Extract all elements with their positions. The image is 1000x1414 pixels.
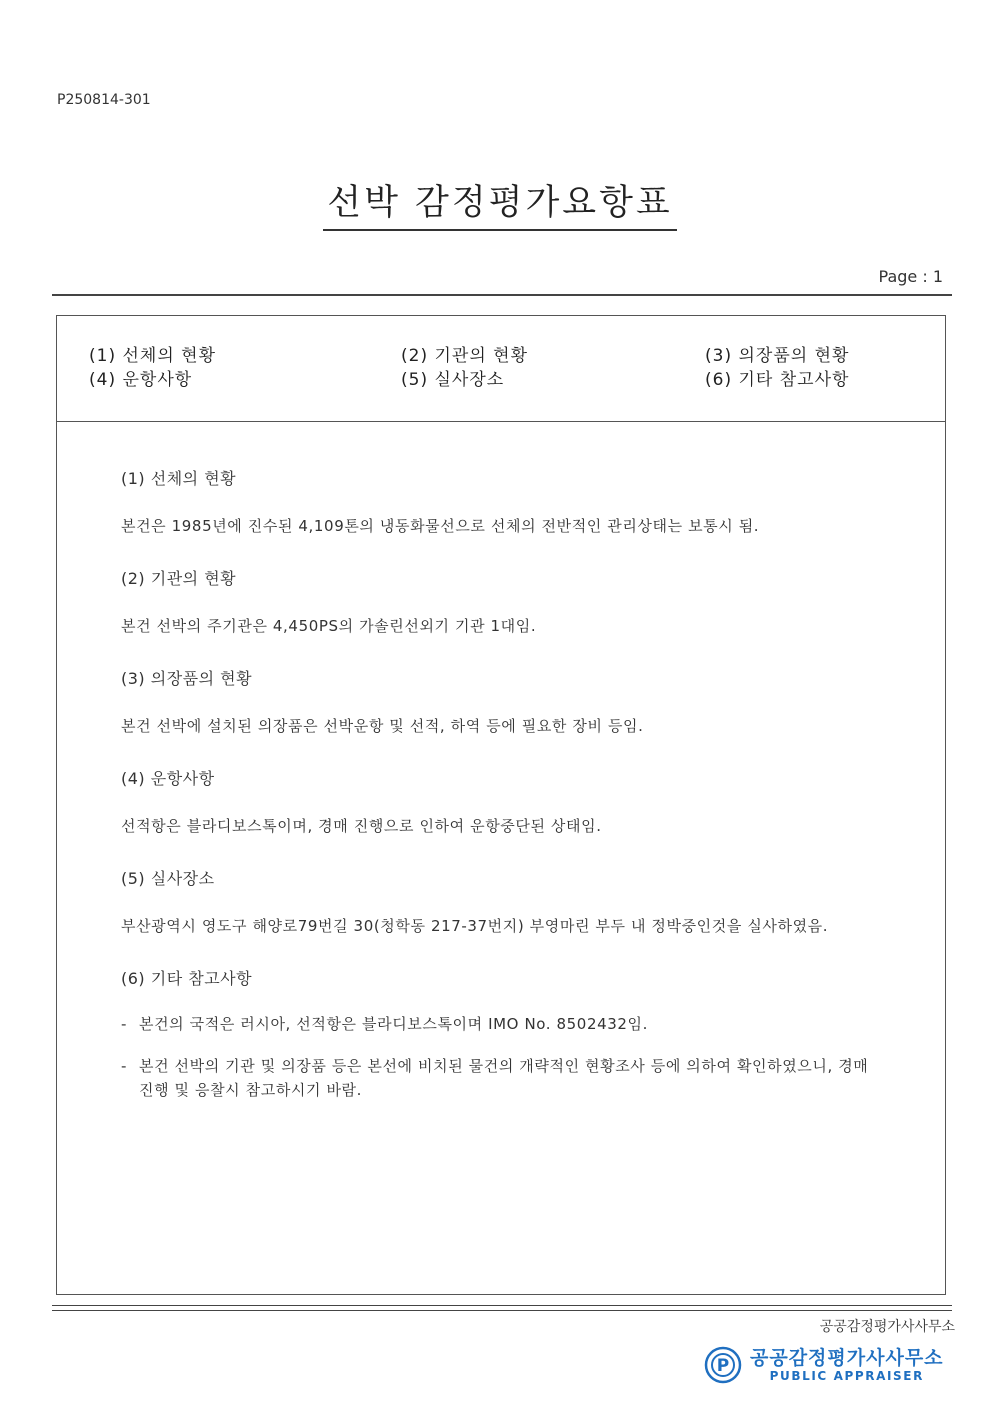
logo-korean-name: 공공감정평가사사무소: [750, 1347, 944, 1369]
list-item-text: 본건의 국적은 러시아, 선적항은 블라디보스톡이며 IMO No. 8502432임.: [139, 1015, 648, 1033]
top-divider: [52, 294, 952, 296]
section-text: 부산광역시 영도구 해양로79번길 30(청학동 217-37번지) 부영마린 부두 내 정박중인것을 실사하였음.: [121, 917, 829, 935]
section-other: [121, 968, 885, 1102]
section-operation: [121, 768, 885, 838]
section-text: 본건은 1985년에 진수된 4,109톤의 냉동화물선으로 선체의 전반적인 관리상태는 보통시 됨.: [121, 517, 760, 535]
table-of-contents: [57, 316, 945, 422]
list-item: [121, 1054, 885, 1102]
document-body: [57, 422, 945, 1102]
toc-item-engine: (2) 기관의 현황: [401, 346, 528, 366]
document-id: P250814-301: [57, 92, 151, 108]
page-title-wrap: [0, 184, 1000, 231]
section-engine: [121, 568, 885, 638]
logo-english-name: PUBLIC APPRAISER: [769, 1369, 924, 1383]
bottom-divider: [52, 1305, 952, 1306]
dash-marker: -: [121, 1015, 128, 1033]
office-name: 공공감정평가사사무소: [819, 1319, 955, 1335]
toc-item-hull: (1) 선체의 현황: [89, 346, 216, 366]
section-hull: [121, 468, 885, 538]
content-frame: [56, 315, 946, 1295]
toc-item-other: (6) 기타 참고사항: [705, 370, 850, 390]
logo-text: [750, 1347, 944, 1383]
section-heading: (6) 기타 참고사항: [121, 969, 253, 988]
section-inspection: [121, 868, 885, 938]
section-equipment: [121, 668, 885, 738]
section-text: 본건 선박에 설치된 의장품은 선박운항 및 선적, 하역 등에 필요한 장비 등임.: [121, 717, 644, 735]
bullet-list: [121, 1012, 885, 1102]
section-text: 선적항은 블라디보스톡이며, 경매 진행으로 인하여 운항중단된 상태임.: [121, 817, 602, 835]
section-heading: (5) 실사장소: [121, 869, 215, 888]
dash-marker: -: [121, 1057, 128, 1075]
toc-item-inspection: (5) 실사장소: [401, 370, 505, 390]
logo-mark-icon: [704, 1346, 742, 1384]
section-heading: (2) 기관의 현황: [121, 569, 237, 588]
toc-item-operation: (4) 운항사항: [89, 370, 193, 390]
list-item: [121, 1012, 885, 1036]
bottom-divider-second: [52, 1310, 952, 1311]
section-text: 본건 선박의 주기관은 4,450PS의 가솔린선외기 기관 1대임.: [121, 617, 537, 635]
svg-text:P: P: [716, 1356, 730, 1376]
office-logo: [704, 1346, 944, 1384]
page-number: Page : 1: [878, 267, 943, 286]
toc-item-equipment: (3) 의장품의 현황: [705, 346, 850, 366]
list-item-text: 본건 선박의 기관 및 의장품 등은 본선에 비치된 물건의 개략적인 현황조사 등에 의하여 확인하였으니, 경매 진행 및 응찰시 참고하시기 바람.: [139, 1057, 869, 1099]
section-heading: (4) 운항사항: [121, 769, 215, 788]
page-title: 선박 감정평가요항표: [323, 184, 676, 231]
section-heading: (3) 의장품의 현황: [121, 669, 253, 688]
section-heading: (1) 선체의 현황: [121, 469, 237, 488]
